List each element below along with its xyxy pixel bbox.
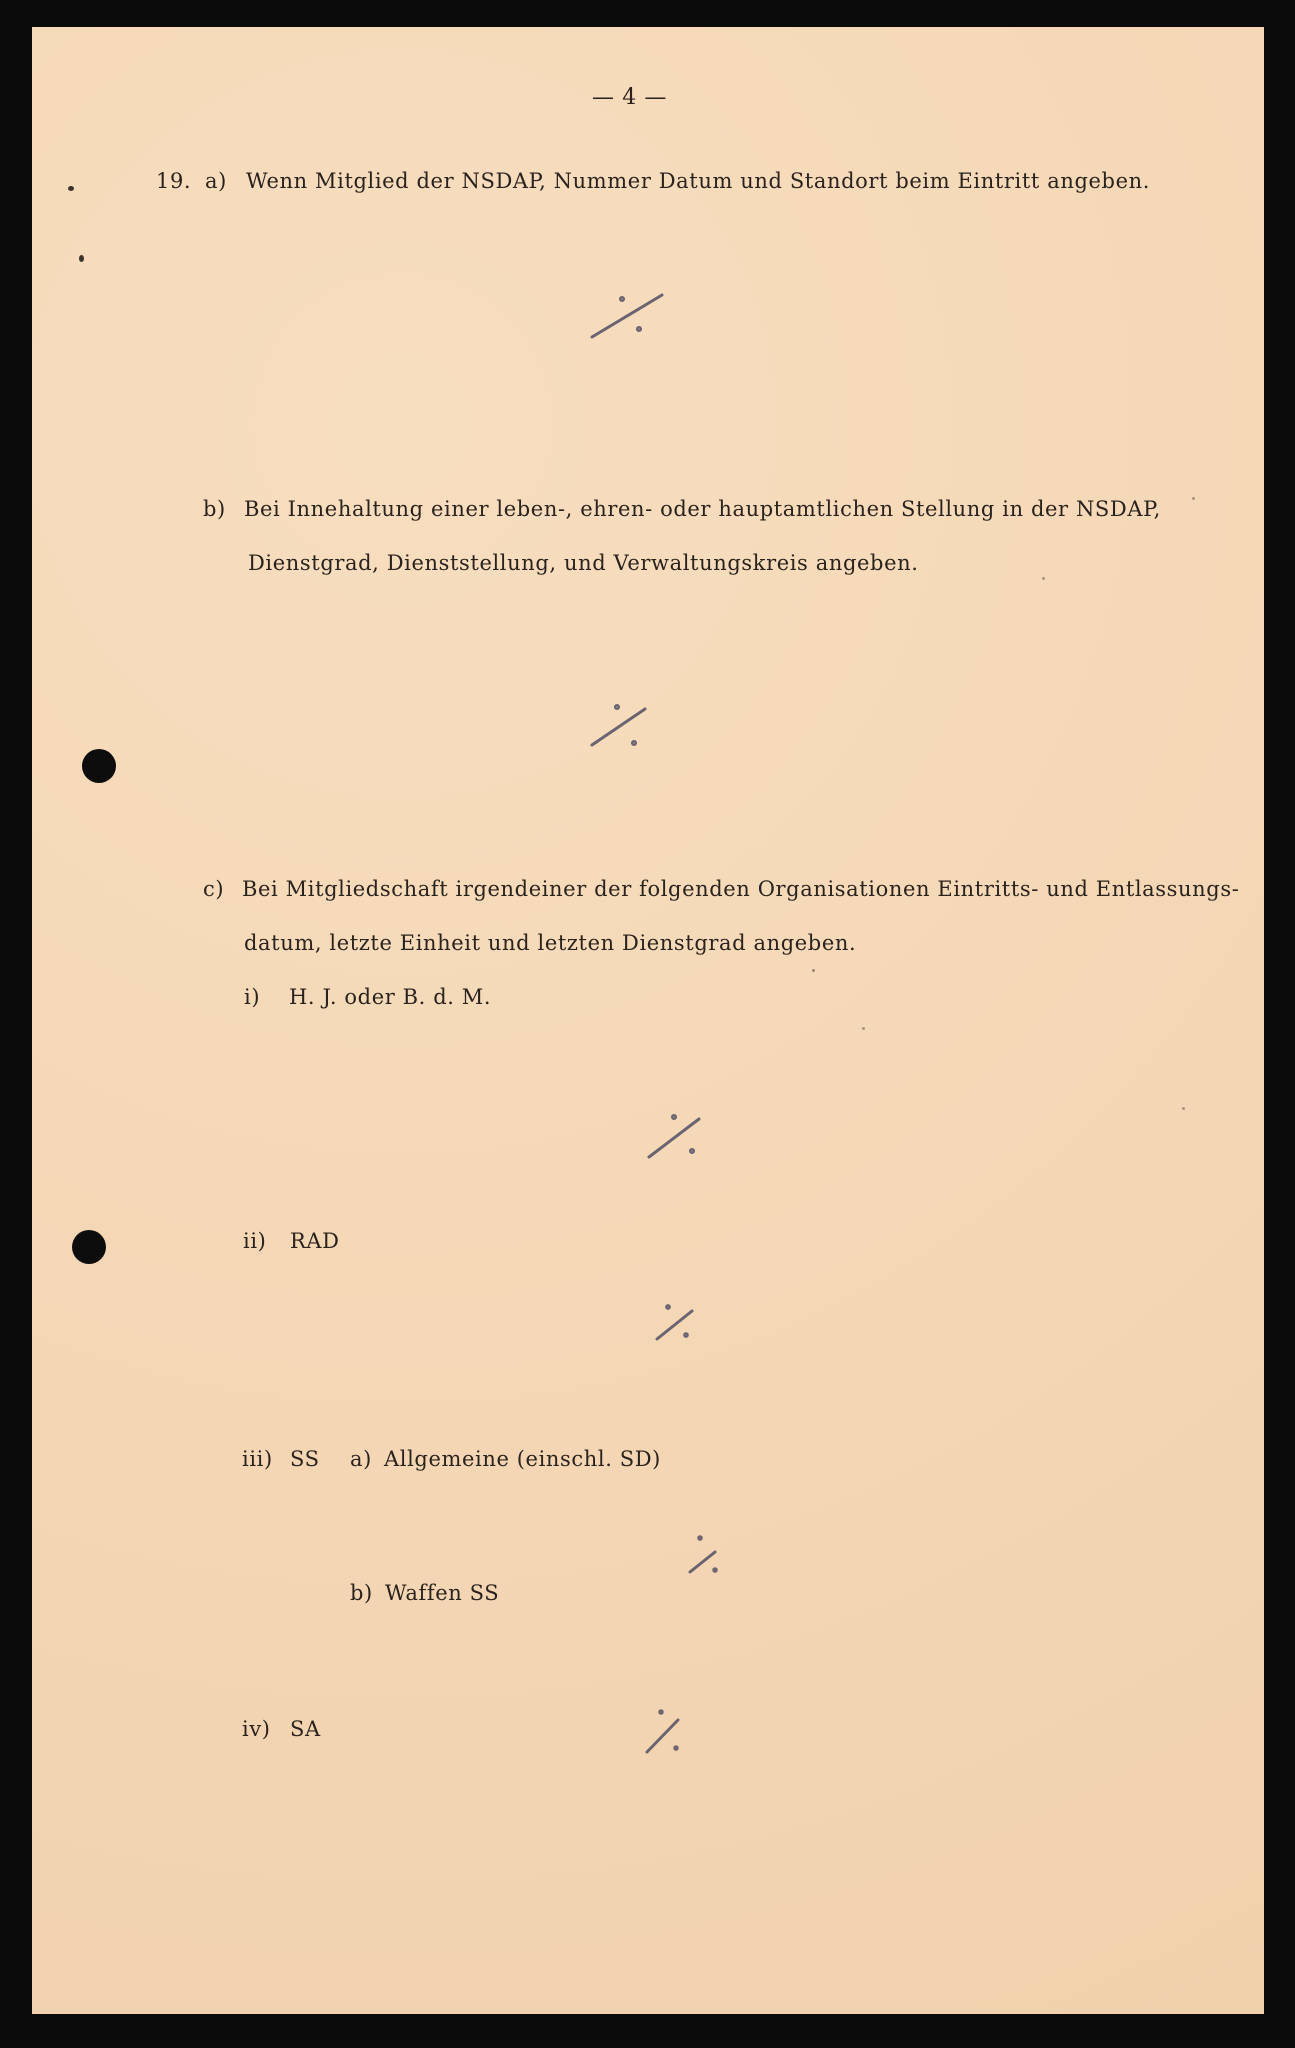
answer-mark-b [587,697,677,767]
page-number: — 4 — [592,85,667,110]
subitem-ii-text: RAD [290,1229,340,1253]
subitem-ii-label: ii) [243,1229,267,1253]
subitem-iii-b-text: Waffen SS [385,1581,500,1605]
subitem-iii-org: SS [290,1447,320,1471]
subitem-iii-a-text: Allgemeine (einschl. SD) [384,1447,661,1471]
item-a-text: Wenn Mitglied der NSDAP, Nummer Datum und Standort beim Eintritt angeben. [246,169,1151,193]
subitem-i-label: i) [244,985,261,1009]
subitem-iv-label: iv) [242,1717,271,1741]
item-b-line2: Dienstgrad, Dienststellung, und Verwaltungskreis angeben. [248,551,919,575]
item-c-line2: datum, letzte Einheit und letzten Dienstgrad angeben. [244,931,857,955]
subitem-iii-label: iii) [242,1447,273,1471]
paper-speck [1192,497,1195,500]
item-b-label: b) [203,497,226,521]
item-b-line1: Bei Innehaltung einer leben-, ehren- oder hauptamtlichen Stellung in der NSDAP, [244,497,1161,521]
paper-speck [862,1027,865,1030]
subitem-iii-b-label: b) [350,1581,373,1605]
item-a-label: a) [205,169,227,193]
paper-speck [1182,1107,1185,1110]
item-c-label: c) [203,877,225,901]
question-number: 19. [156,169,192,193]
answer-mark-i [644,1107,734,1177]
subitem-iii-a-label: a) [350,1447,372,1471]
subitem-i-text: H. J. oder B. d. M. [289,985,492,1009]
document-page [32,27,1264,2014]
margin-speck [79,255,84,262]
answer-mark-iii-a [685,1530,775,1600]
answer-mark-ii [652,1297,742,1367]
answer-mark-iv [642,1704,732,1774]
item-c-line1: Bei Mitgliedschaft irgendeiner der folgenden Organisationen Eintritts- und Entlassungs- [242,877,1240,901]
punch-hole-top [82,749,116,783]
punch-hole-bottom [72,1230,106,1264]
margin-speck [68,186,74,191]
subitem-iv-text: SA [290,1717,321,1741]
paper-speck [812,969,815,972]
paper-speck [1042,577,1045,580]
answer-mark-a [587,287,677,357]
